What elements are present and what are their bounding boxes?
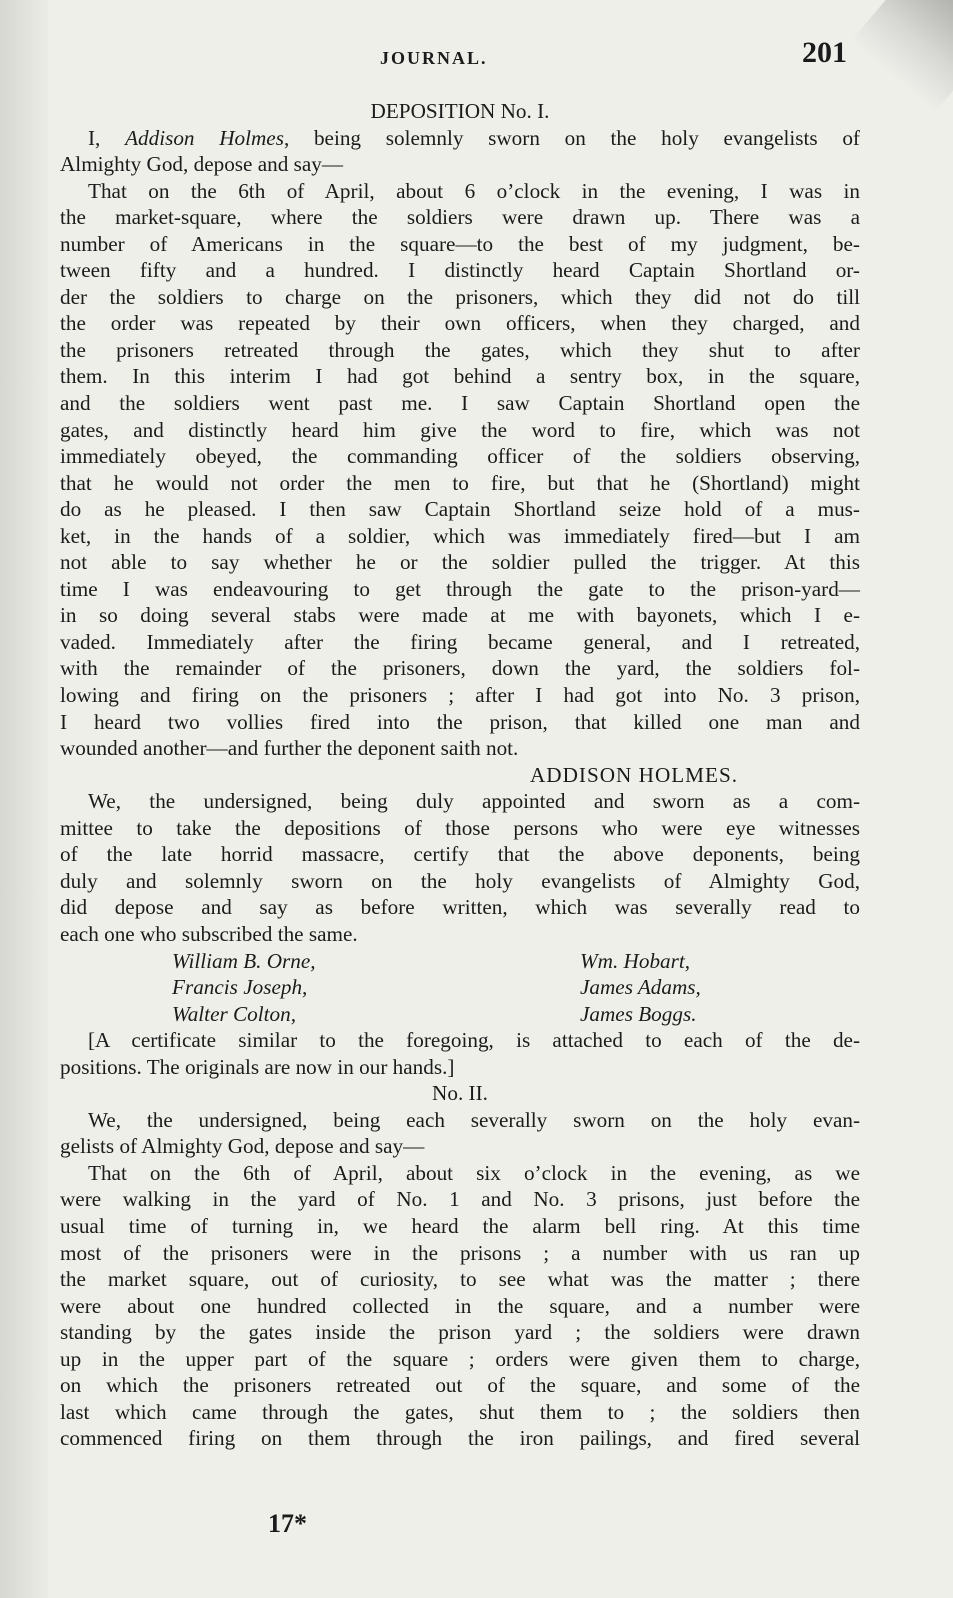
deposition-1-intro [60, 125, 860, 152]
body-line: der the soldiers to charge on the prisoners, which they did not do till [60, 284, 860, 309]
body-line: the market-square, where the soldiers were drawn up. There was a [60, 205, 860, 230]
body-line: were walking in the yard of No. 1 and No. 3 prisons, just before the [60, 1187, 860, 1212]
body-line: ket, in the hands of a soldier, which was immediately fired—but I am [60, 523, 860, 548]
intro-prefix: I, [88, 125, 126, 150]
certificate-line: each one who subscribed the same. [60, 921, 358, 946]
intro-line: gelists of Almighty God, depose and say— [60, 1134, 425, 1159]
deposition-2-intro [60, 1107, 860, 1160]
body-line: and the soldiers went past me. I saw Captain Shortland open the [60, 391, 860, 416]
page-text [60, 98, 860, 1452]
deposition-1-title: DEPOSITION No. I. [370, 99, 550, 123]
deposition-1-intro-line2: Almighty God, depose and say— [60, 152, 344, 177]
body-line: last which came through the gates, shut them to ; the soldiers then [60, 1399, 860, 1424]
body-line: the prisoners retreated through the gates, which they shut to after [60, 337, 860, 362]
signer-left: Walter Colton, [172, 1001, 296, 1026]
certificate-line: mittee to take the depositions of those persons who were eye witnesses [60, 815, 860, 840]
deposition-1-signature: ADDISON HOLMES. [530, 762, 739, 787]
body-line: the market square, out of curiosity, to see what was the matter ; there [60, 1267, 860, 1292]
deposition-2-body [60, 1160, 860, 1452]
signer-right: Wm. Hobart, [580, 948, 691, 973]
certificate-line: did depose and say as before written, which was severally read to [60, 895, 860, 920]
body-line: That on the 6th of April, about 6 o’clock in the evening, I was in [88, 178, 860, 203]
body-line: were about one hundred collected in the square, and a number were [60, 1293, 860, 1318]
page-edge-shadow [0, 0, 48, 1598]
body-line: do as he pleased. I then saw Captain Shortland seize hold of a mus- [60, 497, 860, 522]
body-line: with the remainder of the prisoners, down the yard, the soldiers fol- [60, 656, 860, 681]
certificate-line: of the late horrid massacre, certify that the above deponents, being [60, 842, 860, 867]
body-line: wounded another—and further the deponent saith not. [60, 736, 519, 761]
body-line: time I was endeavouring to get through the gate to the prison-yard— [60, 576, 860, 601]
running-head: JOURNAL. [380, 48, 488, 68]
intro-line: We, the undersigned, being each severally sworn on the holy evan- [88, 1107, 860, 1132]
body-line: immediately obeyed, the commanding officer of the soldiers observing, [60, 444, 860, 469]
deponent-name: Addison Holmes [125, 125, 284, 150]
body-line: in so doing several stabs were made at me with bayonets, which I e- [60, 603, 860, 628]
body-line: usual time of turning in, we heard the alarm bell ring. At this time [60, 1213, 860, 1238]
body-line: vaded. Immediately after the firing became general, and I retreated, [60, 629, 860, 654]
body-line: number of Americans in the square—to the best of my judgment, be- [60, 231, 860, 256]
editorial-note [60, 1027, 860, 1080]
body-line: gates, and distinctly heard him give the word to fire, which was not [60, 417, 860, 442]
signer-left: Francis Joseph, [172, 975, 308, 1000]
page-header [0, 34, 953, 74]
body-line: the order was repeated by their own officers, when they charged, and [60, 311, 860, 336]
body-line: lowing and firing on the prisoners ; after I had got into No. 3 prison, [60, 683, 860, 708]
certificate-text [60, 788, 860, 947]
page-number: 201 [802, 36, 847, 69]
deposition-2-title: No. II. [432, 1081, 488, 1106]
note-line: [A certificate similar to the foregoing, is attached to each of the de- [88, 1028, 860, 1053]
body-line: that he would not order the men to fire, but that he (Shortland) might [60, 470, 860, 495]
deposition-1-body [60, 178, 860, 762]
certificate-line: We, the undersigned, being duly appointed and sworn as a com- [88, 789, 860, 814]
body-line: not able to say whether he or the soldier pulled the trigger. At this [60, 550, 860, 575]
signer-left: William B. Orne, [172, 948, 316, 973]
note-line: positions. The originals are now in our hands.] [60, 1054, 455, 1079]
body-line: standing by the gates inside the prison yard ; the soldiers were drawn [60, 1320, 860, 1345]
body-line: I heard two vollies fired into the prison, that killed one man and [60, 709, 860, 734]
printer-signature-mark: 17* [268, 1509, 307, 1538]
body-line: tween fifty and a hundred. I distinctly heard Captain Shortland or- [60, 258, 860, 283]
body-line: on which the prisoners retreated out of the square, and some of the [60, 1373, 860, 1398]
signer-right: James Adams, [580, 975, 701, 1000]
certificate-line: duly and solemnly sworn on the holy evangelists of Almighty God, [60, 868, 860, 893]
intro-suffix: , being solemnly sworn on the holy evangelists of [283, 125, 860, 150]
body-line: most of the prisoners were in the prisons ; a number with us ran up [60, 1240, 860, 1265]
committee-signers [60, 948, 860, 1028]
body-line: commenced firing on them through the iron pailings, and fired several [60, 1426, 860, 1451]
body-line: them. In this interim I had got behind a sentry box, in the square, [60, 364, 860, 389]
body-line: That on the 6th of April, about six o’clock in the evening, as we [88, 1160, 860, 1185]
body-line: up in the upper part of the square ; orders were given them to charge, [60, 1346, 860, 1371]
signer-right: James Boggs. [580, 1001, 697, 1026]
